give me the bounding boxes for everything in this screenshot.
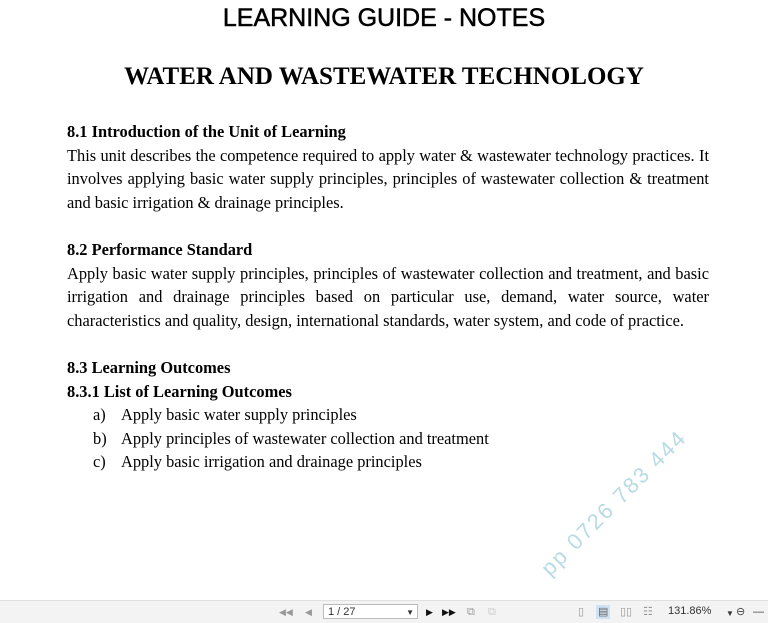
section-heading: 8.3 Learning Outcomes: [67, 357, 231, 377]
two-page-continuous-icon[interactable]: ☷: [643, 606, 653, 618]
page-number: 1 / 27: [328, 606, 356, 618]
zoom-out-icon[interactable]: ⊖: [736, 606, 746, 618]
chevron-down-icon[interactable]: ▼: [406, 608, 414, 617]
zoom-dropdown-icon[interactable]: ▼: [726, 609, 734, 618]
list-item: [67, 427, 709, 451]
zoom-slider[interactable]: —: [753, 606, 764, 618]
next-page-icon[interactable]: ▶: [426, 607, 433, 617]
pdf-toolbar: [0, 600, 768, 623]
single-page-icon[interactable]: ▯: [578, 606, 585, 618]
list-marker: c): [93, 452, 106, 472]
list-text: Apply basic water supply principles: [121, 405, 357, 425]
section-heading: 8.2 Performance Standard: [67, 239, 253, 259]
document-body: [67, 120, 709, 474]
zoom-level[interactable]: 131.86%: [668, 605, 712, 617]
previous-page-icon[interactable]: ◀: [305, 607, 312, 617]
list-text: Apply principles of wastewater collection and treatment: [121, 428, 489, 448]
list-text: Apply basic irrigation and drainage principles: [121, 452, 422, 472]
section-text: This unit describes the competence required to apply water & wastewater technology practices. It involves applying basic water supply principles, principles of wastewater collection & treatment and basic irrigation & drainage principles.: [67, 145, 709, 212]
rotate-icon[interactable]: ⧉: [467, 606, 475, 618]
two-page-icon[interactable]: ▯▯: [620, 606, 633, 618]
first-page-icon[interactable]: ◀◀: [279, 607, 293, 617]
watermark: pp 0726 783 444: [535, 424, 692, 581]
list-marker: a): [93, 405, 106, 425]
last-page-icon[interactable]: ▶▶: [442, 607, 456, 617]
copy-icon[interactable]: ⧉: [488, 606, 496, 618]
section-heading: 8.1 Introduction of the Unit of Learning: [67, 122, 346, 141]
section-text: Apply basic water supply principles, principles of wastewater collection and treatment, and basic irrigation and drainage principles based on particular use, demand, water source, water characteristics and quality, design, international standards, water system, and code of practice.: [67, 263, 709, 330]
list-item: [67, 450, 709, 474]
document-title: WATER AND WASTEWATER TECHNOLOGY: [124, 63, 644, 90]
page-number-input[interactable]: [323, 604, 418, 619]
guide-title: LEARNING GUIDE - NOTES: [222, 4, 546, 32]
continuous-page-icon[interactable]: ▤: [598, 606, 609, 618]
list-item: [67, 403, 709, 427]
section-subheading: 8.3.1 List of Learning Outcomes: [67, 381, 292, 401]
list-marker: b): [93, 428, 107, 448]
